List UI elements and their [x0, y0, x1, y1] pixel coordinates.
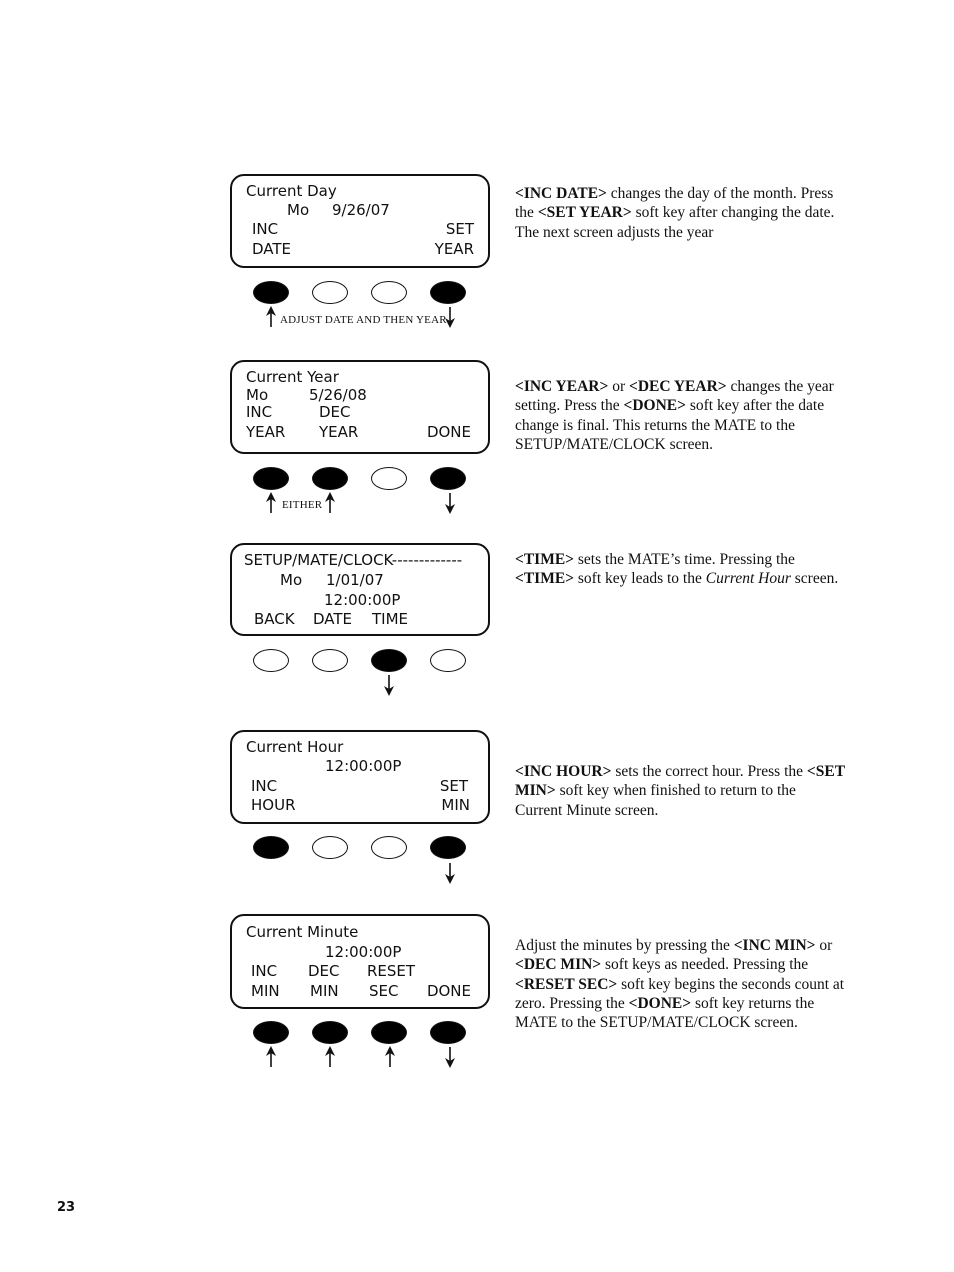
- soft-key-4[interactable]: [430, 1021, 466, 1044]
- key-ref-dec-min: <DEC MIN>: [515, 956, 602, 974]
- key-ref-time: <TIME>: [515, 551, 575, 568]
- description-current-hour: [515, 762, 845, 820]
- caption-either: EITHER: [282, 499, 323, 511]
- desc-text: soft keys as needed. Pressing the: [601, 956, 809, 974]
- arrow-up-icon: [324, 492, 336, 514]
- soft-key-3[interactable]: [371, 836, 407, 859]
- desc-text: Adjust the minutes by pressing the: [515, 937, 734, 954]
- key-ref-inc-date: <INC DATE>: [515, 185, 607, 202]
- arrow-down-icon: [383, 674, 395, 696]
- desc-italic-current-hour: Current Hour: [705, 570, 791, 588]
- screen-day: Mo: [246, 386, 269, 404]
- description-current-year: [515, 377, 845, 454]
- arrow-up-icon: [265, 492, 277, 514]
- page-number: 23: [57, 1200, 76, 1215]
- soft-key-3[interactable]: [371, 1021, 407, 1044]
- screen-title: Current Hour: [246, 738, 344, 756]
- description-setup-mate-clock: [515, 550, 845, 589]
- soft-key-4[interactable]: [430, 836, 466, 859]
- screen-title: SETUP/MATE/CLOCK-------------: [244, 551, 463, 569]
- soft-key-3[interactable]: [371, 649, 407, 672]
- arrow-down-icon: [444, 306, 456, 328]
- soft-key-1[interactable]: [253, 281, 289, 304]
- softkey-label-inc: INC: [252, 220, 279, 238]
- screen-date: 1/01/07: [326, 571, 384, 589]
- desc-text: soft key leads to the: [574, 570, 706, 588]
- soft-key-3[interactable]: [371, 281, 407, 304]
- desc-text: screen.: [790, 570, 839, 588]
- softkey-label-date: DATE: [313, 610, 353, 628]
- desc-text: changes the day of the month. Press the: [515, 185, 834, 222]
- lcd-screen-current-year: [230, 360, 490, 454]
- key-ref-reset-sec: <RESET SEC>: [515, 975, 618, 993]
- desc-text: sets the MATE’s time. Pressing the: [574, 551, 795, 568]
- desc-text: soft key returns the MATE to the SETUP/MATE/CLOCK screen.: [515, 994, 815, 1032]
- softkey-label-sec: SEC: [369, 982, 399, 1000]
- desc-text: changes the year setting. Press the: [515, 378, 834, 415]
- softkey-label-year: YEAR: [319, 423, 359, 441]
- soft-key-2[interactable]: [312, 467, 348, 490]
- screen-time: 12:00:00P: [325, 943, 402, 961]
- softkey-label-min: MIN: [441, 796, 470, 814]
- soft-key-4[interactable]: [430, 467, 466, 490]
- desc-text: sets the correct hour. Press the: [611, 763, 807, 780]
- arrow-up-icon: [265, 306, 277, 328]
- desc-text: soft key after the date change is final. This returns the MATE to the SETUP/MATE/CLOCK screen.: [515, 397, 825, 453]
- key-ref-done: <DONE>: [623, 397, 686, 415]
- key-ref-set-min: <SET MIN>: [515, 763, 845, 800]
- soft-key-1[interactable]: [253, 836, 289, 859]
- screen-time: 12:00:00P: [324, 591, 401, 609]
- key-ref-inc-min: <INC MIN>: [733, 937, 816, 954]
- softkey-label-date: DATE: [252, 240, 292, 258]
- soft-key-1[interactable]: [253, 1021, 289, 1044]
- softkey-label-dec: DEC: [319, 403, 351, 421]
- lcd-screen-current-day: [230, 174, 490, 268]
- softkey-label-hour: HOUR: [251, 796, 296, 814]
- soft-key-2[interactable]: [312, 649, 348, 672]
- screen-date: 9/26/07: [332, 201, 390, 219]
- screen-day: Mo: [287, 201, 310, 219]
- arrow-down-icon: [444, 862, 456, 884]
- soft-key-1[interactable]: [253, 467, 289, 490]
- softkey-label-done: DONE: [426, 423, 471, 441]
- softkey-label-done: DONE: [426, 982, 471, 1000]
- key-ref-done: <DONE>: [628, 994, 692, 1012]
- soft-key-1[interactable]: [253, 649, 289, 672]
- key-ref-inc-hour: <INC HOUR>: [515, 763, 612, 780]
- softkey-label-set: SET: [439, 777, 468, 795]
- screen-day: Mo: [280, 571, 303, 589]
- screen-title: Current Year: [246, 368, 339, 386]
- desc-text: soft key begins the seconds count at zero. Pressing the: [515, 975, 845, 1012]
- lcd-screen-current-minute: [230, 914, 490, 1009]
- description-current-day: [515, 184, 845, 242]
- arrow-up-icon: [384, 1046, 396, 1068]
- softkey-label-inc: INC: [246, 403, 273, 421]
- key-ref-inc-year: <INC YEAR>: [515, 378, 609, 395]
- screen-date: 5/26/08: [309, 386, 367, 404]
- softkey-label-set: SET: [445, 220, 474, 238]
- softkey-label-year: YEAR: [434, 240, 474, 258]
- softkey-label-year: YEAR: [246, 423, 286, 441]
- key-ref-dec-year: <DEC YEAR>: [628, 378, 727, 395]
- softkey-label-back: BACK: [254, 610, 295, 628]
- softkey-label-inc: INC: [251, 777, 278, 795]
- screen-title: Current Day: [246, 182, 337, 200]
- softkey-label-min: MIN: [251, 982, 280, 1000]
- lcd-screen-current-hour: [230, 730, 490, 824]
- arrow-down-icon: [444, 492, 456, 514]
- screen-time: 12:00:00P: [325, 757, 402, 775]
- soft-key-4[interactable]: [430, 649, 466, 672]
- arrow-down-icon: [444, 1046, 456, 1068]
- softkey-label-reset: RESET: [367, 962, 416, 980]
- softkey-label-time: TIME: [372, 610, 409, 628]
- softkey-label-min: MIN: [310, 982, 339, 1000]
- arrow-up-icon: [324, 1046, 336, 1068]
- key-ref-set-year: <SET YEAR>: [537, 204, 632, 222]
- desc-text: soft key after changing the date. The next screen adjusts the year: [515, 204, 835, 241]
- desc-text: or: [815, 937, 833, 954]
- arrow-up-icon: [265, 1046, 277, 1068]
- screen-title: Current Minute: [246, 923, 359, 941]
- description-current-minute: [515, 936, 845, 1032]
- desc-text: or: [608, 378, 629, 395]
- softkey-label-inc: INC: [251, 962, 278, 980]
- desc-text: soft key when finished to return to the Current Minute screen.: [515, 782, 796, 819]
- soft-key-4[interactable]: [430, 281, 466, 304]
- soft-key-2[interactable]: [312, 836, 348, 859]
- lcd-screen-setup-mate-clock: [230, 543, 490, 636]
- softkey-label-dec: DEC: [308, 962, 340, 980]
- soft-key-3[interactable]: [371, 467, 407, 490]
- caption-adjust-date-year: ADJUST DATE AND THEN YEAR: [280, 314, 447, 326]
- soft-key-2[interactable]: [312, 1021, 348, 1044]
- key-ref-time: <TIME>: [515, 570, 575, 588]
- soft-key-2[interactable]: [312, 281, 348, 304]
